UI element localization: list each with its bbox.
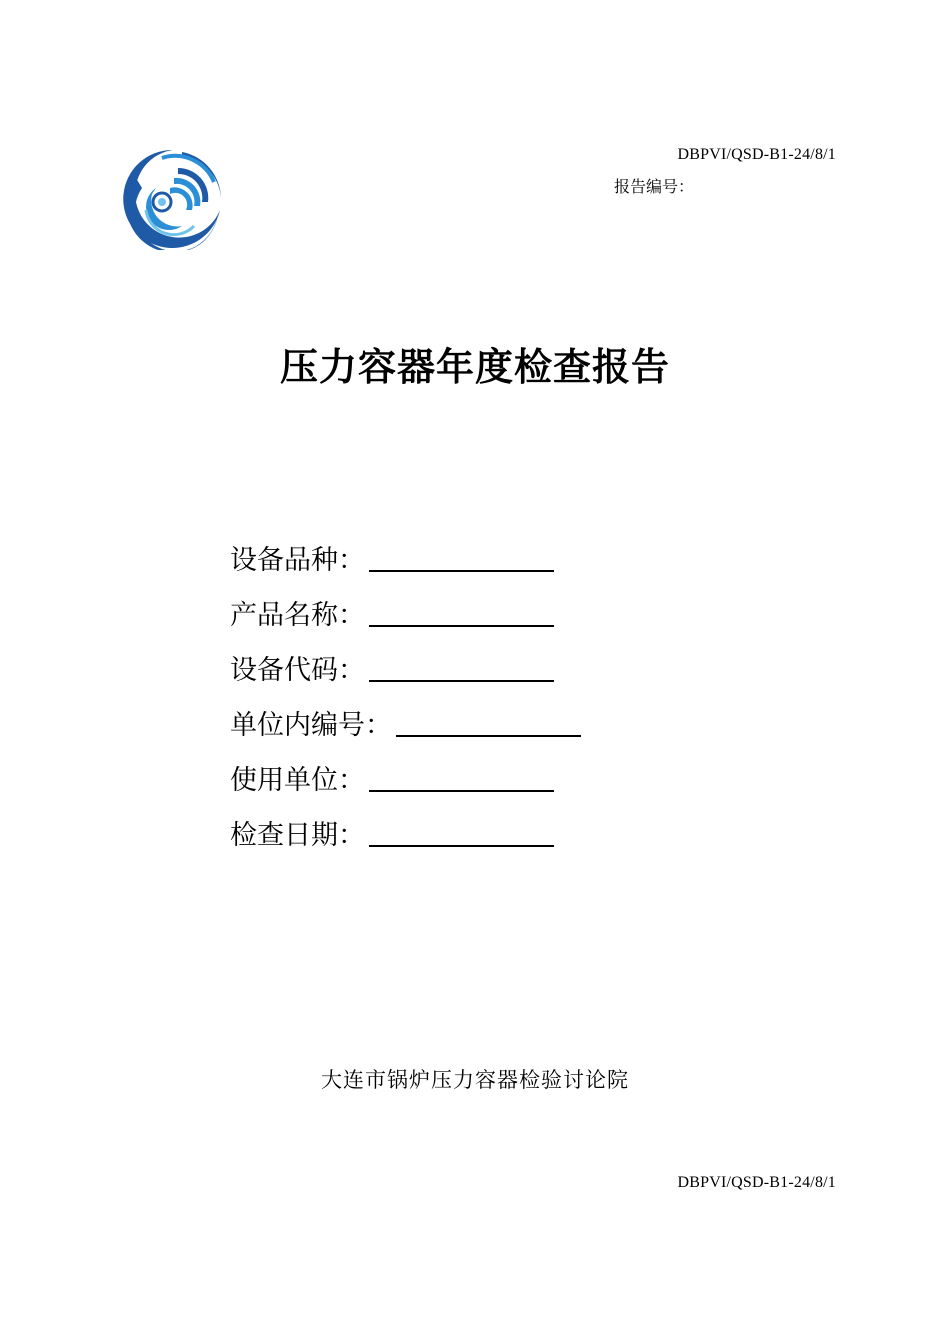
report-number [614, 174, 714, 197]
field-label: 检查日期： [230, 820, 365, 851]
cover-fields [230, 530, 581, 860]
field-product-name [230, 585, 581, 640]
field-label: 使用单位： [230, 765, 365, 796]
institute-logo-icon [122, 148, 224, 250]
field-blank[interactable] [369, 599, 554, 627]
field-blank[interactable] [369, 819, 554, 847]
field-user-unit [230, 750, 581, 805]
document-code: DBPVI/QSD-B1-24/8/1 [677, 146, 836, 163]
field-label: 产品名称： [230, 600, 365, 631]
report-number-label: 报告编号： [614, 177, 695, 196]
field-inspection-date [230, 805, 581, 860]
field-equipment-code [230, 640, 581, 695]
field-blank[interactable] [369, 764, 554, 792]
footer-document-code: DBPVI/QSD-B1-24/8/1 [677, 1174, 836, 1191]
field-label: 单位内编号： [230, 710, 392, 741]
field-blank[interactable] [396, 709, 581, 737]
report-title: 压力容器年度检查报告 [279, 345, 670, 389]
field-label: 设备品种： [230, 545, 365, 576]
field-equipment-type [230, 530, 581, 585]
institute-name: 大连市锅炉压力容器检验讨论院 [321, 1068, 629, 1092]
field-blank[interactable] [369, 654, 554, 682]
field-label: 设备代码： [230, 655, 365, 686]
field-blank[interactable] [369, 544, 554, 572]
field-internal-number [230, 695, 581, 750]
